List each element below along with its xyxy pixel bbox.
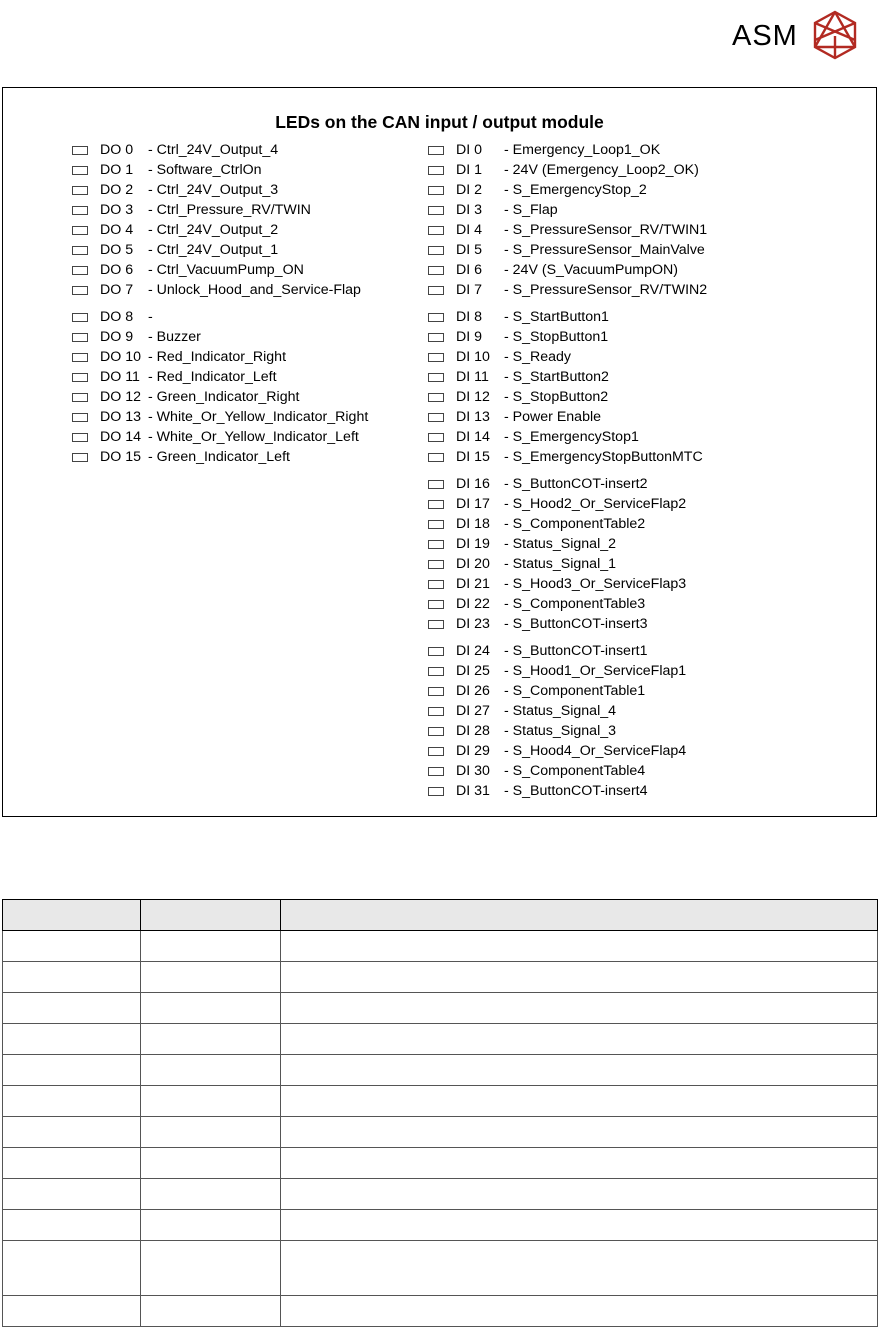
led-box-icon (428, 500, 444, 509)
table-row (3, 1024, 878, 1055)
channel-code: DI 15 (456, 449, 490, 465)
channel-label: - S_Hood4_Or_ServiceFlap4 (504, 743, 687, 759)
input-led-item (428, 661, 686, 681)
table-cell (281, 1148, 878, 1179)
channel-code: DO 4 (100, 222, 134, 238)
led-box-icon (72, 206, 88, 215)
led-box-icon (428, 767, 444, 776)
output-led-item (72, 367, 277, 387)
channel-label: - Ctrl_24V_Output_2 (148, 222, 279, 238)
led-box-icon (428, 373, 444, 382)
channel-label: - Green_Indicator_Left (148, 449, 290, 465)
input-led-item (428, 494, 686, 514)
channel-label: - Red_Indicator_Right (148, 349, 287, 365)
input-led-item (428, 327, 608, 347)
channel-code: DI 8 (456, 309, 483, 325)
input-led-item (428, 280, 707, 300)
output-led-item (72, 200, 311, 220)
channel-code: DO 8 (100, 309, 134, 325)
led-box-icon (428, 667, 444, 676)
channel-label: - S_StopButton2 (504, 389, 609, 405)
output-led-item (72, 327, 201, 347)
table-cell (281, 1024, 878, 1055)
output-led-item (72, 160, 262, 180)
table-cell (3, 993, 141, 1024)
channel-label: - Ctrl_24V_Output_3 (148, 182, 279, 198)
channel-code: DO 9 (100, 329, 134, 345)
channel-label: - S_EmergencyStop1 (504, 429, 639, 445)
table-row (3, 1055, 878, 1086)
channel-code: DI 29 (456, 743, 490, 759)
channel-code: DI 18 (456, 516, 490, 532)
channel-label: - S_ComponentTable4 (504, 763, 646, 779)
led-box-icon (72, 453, 88, 462)
table-row (3, 1117, 878, 1148)
channel-label: - Ctrl_Pressure_RV/TWIN (148, 202, 311, 218)
input-led-item (428, 347, 571, 367)
channel-code: DO 3 (100, 202, 134, 218)
channel-code: DI 13 (456, 409, 490, 425)
channel-code: DI 9 (456, 329, 483, 345)
input-led-item (428, 260, 678, 280)
channel-label: - Emergency_Loop1_OK (504, 142, 661, 158)
led-box-icon (428, 166, 444, 175)
channel-code: DI 2 (456, 182, 483, 198)
output-led-item (72, 307, 153, 327)
led-box-icon (428, 560, 444, 569)
channel-label: - Red_Indicator_Left (148, 369, 277, 385)
input-led-item (428, 140, 660, 160)
led-box-icon (72, 146, 88, 155)
table-cell (3, 1241, 141, 1296)
channel-code: DI 0 (456, 142, 483, 158)
channel-label: - (148, 309, 153, 325)
channel-code: DI 5 (456, 242, 483, 258)
output-led-item (72, 447, 290, 467)
channel-code: DO 14 (100, 429, 142, 445)
channel-label: - S_Hood2_Or_ServiceFlap2 (504, 496, 687, 512)
led-box-icon (72, 266, 88, 275)
output-led-item (72, 220, 278, 240)
channel-label: - 24V (Emergency_Loop2_OK) (504, 162, 699, 178)
asm-hexagon-logo-icon (812, 10, 858, 60)
table-cell (281, 1179, 878, 1210)
input-led-item (428, 367, 609, 387)
led-box-icon (428, 226, 444, 235)
table-row (3, 931, 878, 962)
logo-text: ASM (732, 19, 798, 52)
channel-label: - Status_Signal_3 (504, 723, 616, 739)
table-row (3, 962, 878, 993)
led-box-icon (72, 353, 88, 362)
led-box-icon (428, 580, 444, 589)
channel-label: - S_PressureSensor_MainValve (504, 242, 705, 258)
table-cell (141, 931, 281, 962)
channel-label: - White_Or_Yellow_Indicator_Left (148, 429, 359, 445)
led-box-icon (428, 727, 444, 736)
led-box-icon (428, 353, 444, 362)
channel-code: DO 12 (100, 389, 142, 405)
panel-title: LEDs on the CAN input / output module (275, 112, 604, 132)
channel-code: DI 24 (456, 643, 490, 659)
output-led-item (72, 427, 359, 447)
channel-label: - Ctrl_24V_Output_1 (148, 242, 279, 258)
input-led-item (428, 594, 645, 614)
led-box-icon (428, 520, 444, 529)
led-box-icon (428, 146, 444, 155)
input-led-item (428, 554, 616, 574)
led-box-icon (428, 286, 444, 295)
led-box-icon (428, 246, 444, 255)
channel-code: DI 31 (456, 783, 490, 799)
led-box-icon (72, 433, 88, 442)
input-led-item (428, 721, 616, 741)
channel-code: DI 26 (456, 683, 490, 699)
channel-code: DI 30 (456, 763, 490, 779)
table-cell (141, 993, 281, 1024)
table-cell (3, 962, 141, 993)
channel-code: DO 2 (100, 182, 134, 198)
channel-code: DI 6 (456, 262, 483, 278)
table-cell (3, 1148, 141, 1179)
table-cell (3, 1210, 141, 1241)
table-cell (281, 1086, 878, 1117)
led-box-icon (72, 246, 88, 255)
channel-label: - S_ComponentTable2 (504, 516, 646, 532)
channel-label: - S_ButtonCOT-insert4 (504, 783, 648, 799)
led-box-icon (428, 747, 444, 756)
channel-code: DI 21 (456, 576, 490, 592)
input-led-item (428, 447, 703, 467)
table-cell (141, 1024, 281, 1055)
channel-label: - S_ButtonCOT-insert3 (504, 616, 648, 632)
blank-table (2, 899, 878, 1327)
channel-label: - S_Flap (504, 202, 558, 218)
channel-label: - Ctrl_VacuumPump_ON (148, 262, 304, 278)
output-led-item (72, 347, 286, 367)
led-box-icon (72, 166, 88, 175)
channel-label: - Software_CtrlOn (148, 162, 262, 178)
input-led-item (428, 574, 686, 594)
led-box-icon (428, 206, 444, 215)
table-cell (281, 1117, 878, 1148)
led-box-icon (428, 433, 444, 442)
output-led-item (72, 407, 368, 427)
channel-code: DI 3 (456, 202, 483, 218)
input-led-item (428, 200, 558, 220)
input-led-item (428, 781, 648, 801)
led-box-icon (428, 480, 444, 489)
channel-label: - S_ComponentTable3 (504, 596, 646, 612)
channel-code: DO 7 (100, 282, 134, 298)
input-led-item (428, 240, 705, 260)
channel-label: - Buzzer (148, 329, 201, 345)
input-led-item (428, 681, 645, 701)
channel-label: - S_EmergencyStopButtonMTC (504, 449, 703, 465)
table-row (3, 1210, 878, 1241)
table-cell (3, 931, 141, 962)
table-cell (3, 1055, 141, 1086)
channel-code: DI 23 (456, 616, 490, 632)
channel-code: DO 15 (100, 449, 142, 465)
table-cell (281, 1296, 878, 1327)
input-led-item (428, 427, 639, 447)
channel-code: DI 4 (456, 222, 483, 238)
header-cell (3, 900, 141, 931)
channel-code: DI 12 (456, 389, 490, 405)
input-led-item (428, 307, 609, 327)
channel-code: DI 7 (456, 282, 483, 298)
input-led-item (428, 220, 707, 240)
table-cell (141, 1055, 281, 1086)
input-led-item (428, 474, 648, 494)
channel-code: DI 16 (456, 476, 490, 492)
channel-label: - S_Ready (504, 349, 572, 365)
table-row (3, 1086, 878, 1117)
table-row (3, 1179, 878, 1210)
channel-code: DI 22 (456, 596, 490, 612)
channel-code: DO 6 (100, 262, 134, 278)
input-led-item (428, 180, 647, 200)
led-box-icon (72, 313, 88, 322)
led-box-icon (72, 333, 88, 342)
led-box-icon (428, 647, 444, 656)
table-cell (141, 1148, 281, 1179)
table-row (3, 1241, 878, 1296)
led-box-icon (72, 226, 88, 235)
table-row (3, 1296, 878, 1327)
output-led-item (72, 387, 299, 407)
led-box-icon (72, 393, 88, 402)
table-cell (141, 1179, 281, 1210)
channel-code: DO 10 (100, 349, 142, 365)
channel-code: DI 25 (456, 663, 490, 679)
header-cell (281, 900, 878, 931)
table-cell (141, 1296, 281, 1327)
channel-label: - Status_Signal_4 (504, 703, 616, 719)
channel-code: DI 10 (456, 349, 490, 365)
input-led-item (428, 641, 648, 661)
channel-label: - White_Or_Yellow_Indicator_Right (148, 409, 369, 425)
table-cell (3, 1296, 141, 1327)
table-header-row (3, 900, 878, 931)
input-led-item (428, 741, 686, 761)
channel-code: DO 11 (100, 369, 140, 385)
channel-label: - S_ButtonCOT-insert2 (504, 476, 648, 492)
table-cell (281, 931, 878, 962)
led-box-icon (428, 540, 444, 549)
channel-label: - Unlock_Hood_and_Service-Flap (148, 282, 361, 298)
output-led-item (72, 240, 278, 260)
led-box-icon (428, 787, 444, 796)
channel-label: - S_StartButton1 (504, 309, 609, 325)
table-cell (281, 1241, 878, 1296)
channel-code: DI 20 (456, 556, 490, 572)
led-box-icon (428, 413, 444, 422)
input-led-item (428, 534, 616, 554)
table-cell (141, 1241, 281, 1296)
led-box-icon (428, 333, 444, 342)
header-cell (141, 900, 281, 931)
table-cell (141, 962, 281, 993)
led-box-icon (428, 393, 444, 402)
table-cell (281, 1210, 878, 1241)
channel-label: - S_EmergencyStop_2 (504, 182, 647, 198)
channel-code: DO 1 (100, 162, 134, 178)
channel-label: - S_StopButton1 (504, 329, 609, 345)
led-box-icon (72, 413, 88, 422)
output-led-item (72, 280, 361, 300)
output-led-item (72, 180, 278, 200)
channel-code: DO 13 (100, 409, 142, 425)
channel-code: DI 27 (456, 703, 490, 719)
input-led-item (428, 407, 601, 427)
led-box-icon (428, 600, 444, 609)
table-cell (281, 1055, 878, 1086)
led-box-icon (428, 453, 444, 462)
channel-code: DI 14 (456, 429, 490, 445)
channel-label: - Green_Indicator_Right (148, 389, 300, 405)
output-led-item (72, 140, 278, 160)
led-panel (2, 87, 877, 817)
channel-code: DI 17 (456, 496, 490, 512)
channel-code: DI 19 (456, 536, 490, 552)
table-row (3, 1148, 878, 1179)
led-box-icon (428, 313, 444, 322)
asm-logo (732, 10, 858, 60)
channel-label: - S_ComponentTable1 (504, 683, 646, 699)
table-row (3, 993, 878, 1024)
table-cell (281, 962, 878, 993)
output-led-item (72, 260, 304, 280)
input-led-item (428, 514, 645, 534)
input-led-item (428, 761, 645, 781)
channel-label: - Ctrl_24V_Output_4 (148, 142, 279, 158)
led-box-icon (428, 687, 444, 696)
led-box-icon (428, 266, 444, 275)
input-led-item (428, 701, 616, 721)
input-led-item (428, 614, 648, 634)
table-cell (3, 1117, 141, 1148)
table-cell (141, 1086, 281, 1117)
table-cell (3, 1024, 141, 1055)
channel-code: DI 1 (456, 162, 483, 178)
channel-label: - Status_Signal_2 (504, 536, 616, 552)
input-led-item (428, 160, 699, 180)
channel-code: DO 5 (100, 242, 134, 258)
table-cell (141, 1117, 281, 1148)
channel-label: - S_ButtonCOT-insert1 (504, 643, 648, 659)
table-cell (3, 1086, 141, 1117)
led-box-icon (72, 373, 88, 382)
channel-label: - S_PressureSensor_RV/TWIN1 (504, 222, 708, 238)
channel-label: - Status_Signal_1 (504, 556, 616, 572)
led-box-icon (428, 186, 444, 195)
led-box-icon (428, 707, 444, 716)
channel-label: - S_Hood3_Or_ServiceFlap3 (504, 576, 687, 592)
channel-label: - S_PressureSensor_RV/TWIN2 (504, 282, 708, 298)
led-box-icon (72, 186, 88, 195)
channel-label: - Power Enable (504, 409, 601, 425)
channel-code: DO 0 (100, 142, 134, 158)
channel-code: DI 11 (456, 369, 489, 385)
channel-code: DI 28 (456, 723, 490, 739)
input-led-item (428, 387, 608, 407)
table-cell (3, 1179, 141, 1210)
table-cell (281, 993, 878, 1024)
channel-label: - S_StartButton2 (504, 369, 609, 385)
channel-label: - S_Hood1_Or_ServiceFlap1 (504, 663, 687, 679)
led-box-icon (428, 620, 444, 629)
channel-label: - 24V (S_VacuumPumpON) (504, 262, 678, 278)
table-cell (141, 1210, 281, 1241)
led-box-icon (72, 286, 88, 295)
